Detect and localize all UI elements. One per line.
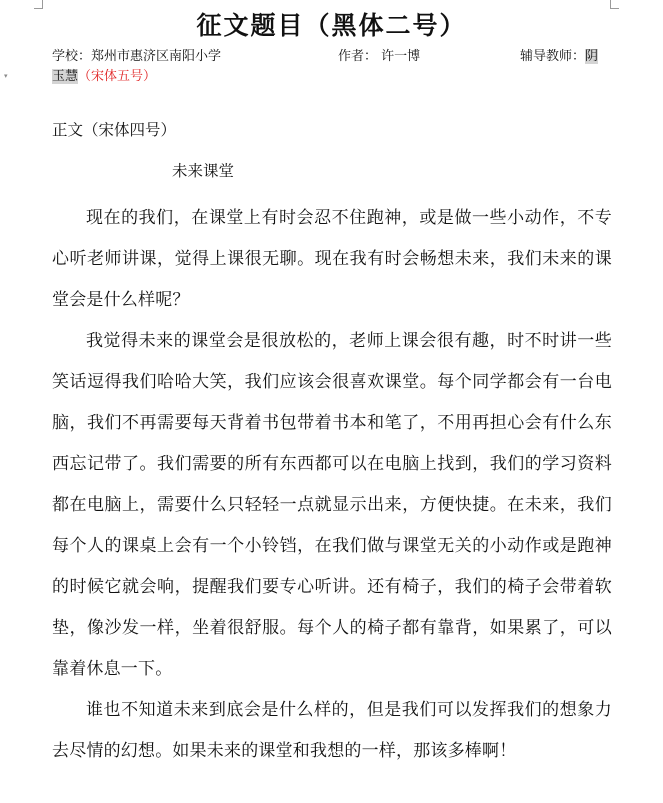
paragraph-1: 现在的我们，在课堂上有时会忍不住跑神，或是做一些小动作，不专心听老师讲课，觉得上课很无聊。现在我有时会畅想未来，我们未来的课堂会是什么样呢？: [52, 208, 612, 310]
paragraph-2: 我觉得未来的课堂会是很放松的，老师上课会很有趣，时不时讲一些笑话逗得我们哈哈大笑，我们应该会很喜欢课堂。每个同学都会有一台电脑，我们不再需要每天背着书包带着书本和笔了，不用再担心会有什么东西忘记带了。我们需要的所有东西都可以在电脑上找到，我们的学习资料都在电脑上，需要什么只轻轻一点就显示出来，方便快捷。在未来，我们每个人的课桌上会有一个小铃铛，在我们做与课堂无关的小动作或是跑神的时候它就会响，提醒我们要专心听讲。还有椅子，我们的椅子会带着软垫，像沙发一样，坐着很舒服。每个人的椅子都有靠背，如果累了，可以靠着休息一下。: [52, 331, 612, 679]
advisor-name-part1: 阴: [585, 49, 599, 64]
collapse-caret-icon[interactable]: ▾: [4, 72, 8, 80]
advisor-label: 辅导教师：: [520, 49, 586, 64]
advisor-font-note: （宋体五号）: [78, 69, 157, 84]
advisor-info-continued: [52, 67, 156, 87]
essay-title: 未来课堂: [172, 162, 235, 180]
essay-heading: 征文题目（黑体二号）: [196, 11, 467, 40]
essay-body: [52, 198, 612, 772]
body-font-label: 正文（宋体四号）: [52, 121, 177, 139]
advisor-name-part2: 玉慧: [52, 69, 79, 84]
paragraph-3: 谁也不知道未来到底会是什么样的，但是我们可以发挥我们的想象力去尽情的幻想。如果未来的课堂和我想的一样，那该多棒啊！: [52, 700, 612, 761]
school-info: 学校：郑州市惠济区南阳小学: [52, 49, 222, 64]
advisor-info: [520, 47, 598, 67]
author-info: 作者： 许一博: [338, 49, 421, 64]
